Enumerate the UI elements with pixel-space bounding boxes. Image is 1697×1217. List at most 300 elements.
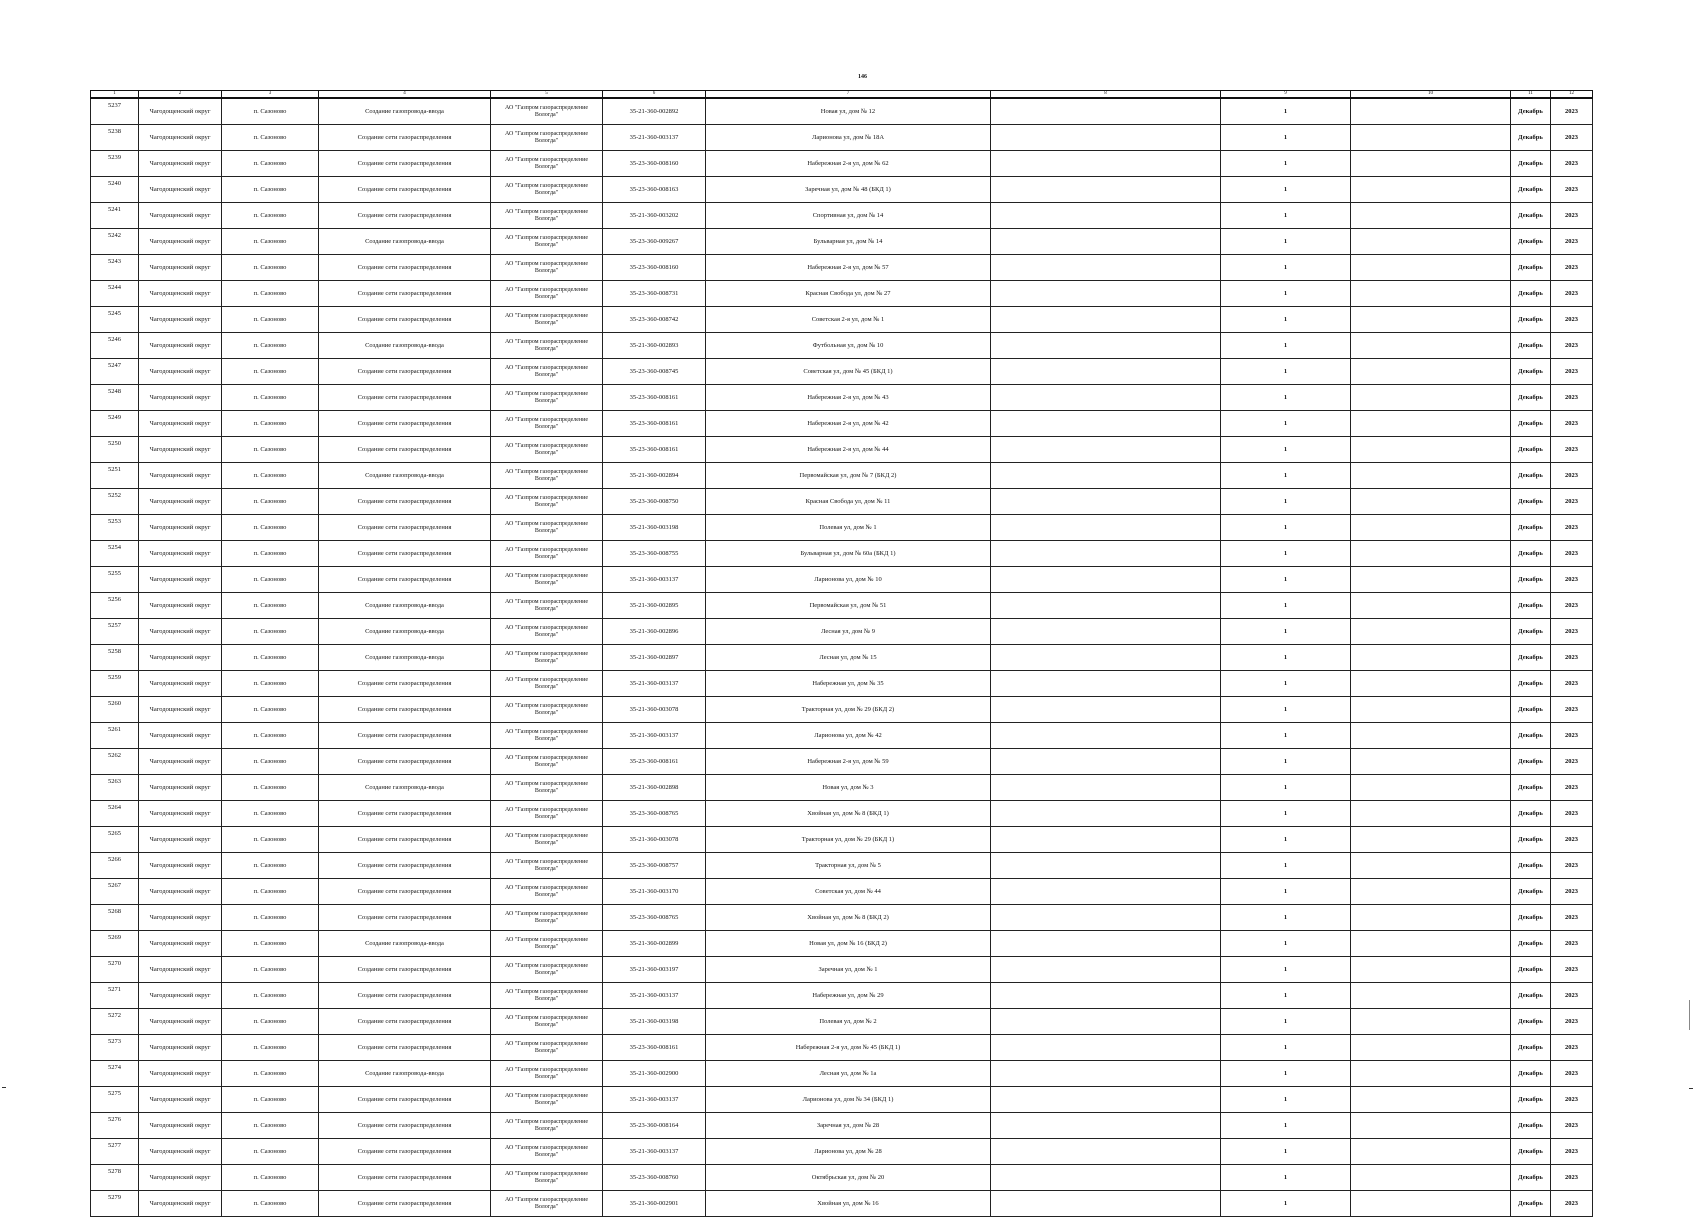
column-header-col-month: 11 [1511,91,1551,99]
locality: п. Сазоново [222,1165,319,1191]
work-type: Создание газопровода-ввода [319,1061,491,1087]
address: Набережная 2-я ул, дом № 43 [706,385,991,411]
empty-cell [1351,515,1511,541]
work-type: Создание сети газораспределения [319,125,491,151]
cadastral-number: 35-21-360-003202 [603,203,706,229]
month: Декабрь [1511,905,1551,931]
year: 2023 [1551,515,1593,541]
month: Декабрь [1511,255,1551,281]
work-type: Создание сети газораспределения [319,749,491,775]
cadastral-number: 35-23-360-008161 [603,411,706,437]
empty-cell [991,723,1221,749]
row-number: 5244 [91,281,139,307]
work-type: Создание газопровода-ввода [319,333,491,359]
year: 2023 [1551,957,1593,983]
row-number: 5260 [91,697,139,723]
year: 2023 [1551,203,1593,229]
district: Чагодощенский округ [139,203,222,229]
empty-cell [1351,281,1511,307]
locality: п. Сазоново [222,749,319,775]
table-row [91,463,1593,489]
empty-cell [1351,98,1511,125]
month: Декабрь [1511,1139,1551,1165]
year: 2023 [1551,1087,1593,1113]
quantity: 1 [1221,1087,1351,1113]
locality: п. Сазоново [222,489,319,515]
empty-cell [991,281,1221,307]
work-type: Создание сети газораспределения [319,281,491,307]
locality: п. Сазоново [222,333,319,359]
row-number: 5247 [91,359,139,385]
month: Декабрь [1511,723,1551,749]
locality: п. Сазоново [222,307,319,333]
work-type: Создание сети газораспределения [319,1009,491,1035]
quantity: 1 [1221,749,1351,775]
address: Новая ул, дом № 16 (БКД 2) [706,931,991,957]
month: Декабрь [1511,957,1551,983]
quantity: 1 [1221,1139,1351,1165]
year: 2023 [1551,437,1593,463]
table-row [91,671,1593,697]
empty-cell [1351,359,1511,385]
organization: АО "Газпром газораспределение Вологда" [491,203,603,229]
row-number: 5238 [91,125,139,151]
year: 2023 [1551,411,1593,437]
empty-cell [1351,1113,1511,1139]
work-type: Создание сети газораспределения [319,879,491,905]
district: Чагодощенский округ [139,1035,222,1061]
empty-cell [1351,905,1511,931]
address: Набережная 2-я ул, дом № 57 [706,255,991,281]
quantity: 1 [1221,203,1351,229]
organization: АО "Газпром газораспределение Вологда" [491,775,603,801]
empty-cell [991,957,1221,983]
month: Декабрь [1511,541,1551,567]
work-type: Создание сети газораспределения [319,1087,491,1113]
month: Декабрь [1511,359,1551,385]
quantity: 1 [1221,359,1351,385]
year: 2023 [1551,541,1593,567]
month: Декабрь [1511,1191,1551,1217]
row-number: 5274 [91,1061,139,1087]
empty-cell [991,1191,1221,1217]
empty-cell [1351,463,1511,489]
table-row [91,1009,1593,1035]
address: Ларионова ул, дом № 42 [706,723,991,749]
row-number: 5243 [91,255,139,281]
quantity: 1 [1221,1165,1351,1191]
cadastral-number: 35-23-360-009267 [603,229,706,255]
month: Декабрь [1511,567,1551,593]
month: Декабрь [1511,1087,1551,1113]
year: 2023 [1551,98,1593,125]
organization: АО "Газпром газораспределение Вологда" [491,333,603,359]
year: 2023 [1551,749,1593,775]
cadastral-number: 35-21-360-002898 [603,775,706,801]
column-header-col-10: 10 [1351,91,1511,99]
cadastral-number: 35-23-360-008161 [603,385,706,411]
quantity: 1 [1221,541,1351,567]
district: Чагодощенский округ [139,801,222,827]
empty-cell [991,1035,1221,1061]
month: Декабрь [1511,619,1551,645]
empty-cell [1351,541,1511,567]
year: 2023 [1551,1191,1593,1217]
work-type: Создание сети газораспределения [319,1035,491,1061]
cadastral-number: 35-21-360-002899 [603,931,706,957]
district: Чагодощенский округ [139,1009,222,1035]
locality: п. Сазоново [222,1191,319,1217]
empty-cell [1351,957,1511,983]
year: 2023 [1551,827,1593,853]
empty-cell [1351,151,1511,177]
cadastral-number: 35-23-360-008161 [603,1035,706,1061]
table-row [91,1165,1593,1191]
row-number: 5277 [91,1139,139,1165]
column-header-col-quantity: 9 [1221,91,1351,99]
row-number: 5242 [91,229,139,255]
locality: п. Сазоново [222,515,319,541]
work-type: Создание сети газораспределения [319,255,491,281]
address: Тракторная ул, дом № 29 (БКД 1) [706,827,991,853]
organization: АО "Газпром газораспределение Вологда" [491,229,603,255]
quantity: 1 [1221,905,1351,931]
organization: АО "Газпром газораспределение Вологда" [491,905,603,931]
empty-cell [1351,619,1511,645]
cadastral-number: 35-23-360-008765 [603,801,706,827]
district: Чагодощенский округ [139,177,222,203]
address: Лесная ул, дом № 1а [706,1061,991,1087]
empty-cell [1351,749,1511,775]
empty-cell [1351,775,1511,801]
cadastral-number: 35-21-360-002897 [603,645,706,671]
organization: АО "Газпром газораспределение Вологда" [491,983,603,1009]
locality: п. Сазоново [222,697,319,723]
month: Декабрь [1511,671,1551,697]
empty-cell [991,931,1221,957]
district: Чагодощенский округ [139,905,222,931]
address: Набережная 2-я ул, дом № 44 [706,437,991,463]
year: 2023 [1551,463,1593,489]
address: Заречная ул, дом № 1 [706,957,991,983]
row-number: 5273 [91,1035,139,1061]
row-number: 5258 [91,645,139,671]
quantity: 1 [1221,983,1351,1009]
month: Декабрь [1511,489,1551,515]
month: Декабрь [1511,281,1551,307]
cadastral-number: 35-21-360-002901 [603,1191,706,1217]
work-type: Создание сети газораспределения [319,827,491,853]
organization: АО "Газпром газораспределение Вологда" [491,619,603,645]
row-number: 5266 [91,853,139,879]
locality: п. Сазоново [222,125,319,151]
address: Набережная 2-я ул, дом № 42 [706,411,991,437]
table-row [91,775,1593,801]
year: 2023 [1551,1009,1593,1035]
address: Набережная 2-я ул, дом № 45 (БКД 1) [706,1035,991,1061]
table-row [91,281,1593,307]
address: Заречная ул, дом № 28 [706,1113,991,1139]
month: Декабрь [1511,1061,1551,1087]
quantity: 1 [1221,931,1351,957]
quantity: 1 [1221,281,1351,307]
empty-cell [1351,1035,1511,1061]
district: Чагодощенский округ [139,411,222,437]
empty-cell [1351,1087,1511,1113]
empty-cell [991,203,1221,229]
locality: п. Сазоново [222,775,319,801]
empty-cell [991,333,1221,359]
address: Советская ул, дом № 44 [706,879,991,905]
table-row [91,437,1593,463]
address: Лесная ул, дом № 15 [706,645,991,671]
year: 2023 [1551,983,1593,1009]
cadastral-number: 35-23-360-008750 [603,489,706,515]
empty-cell [1351,177,1511,203]
organization: АО "Газпром газораспределение Вологда" [491,541,603,567]
year: 2023 [1551,229,1593,255]
work-type: Создание сети газораспределения [319,151,491,177]
organization: АО "Газпром газораспределение Вологда" [491,593,603,619]
district: Чагодощенский округ [139,1113,222,1139]
quantity: 1 [1221,671,1351,697]
empty-cell [1351,1009,1511,1035]
month: Декабрь [1511,177,1551,203]
cadastral-number: 35-21-360-003197 [603,957,706,983]
district: Чагодощенский округ [139,957,222,983]
address: Красная Свобода ул, дом № 27 [706,281,991,307]
address: Набережная 2-я ул, дом № 62 [706,151,991,177]
row-number: 5279 [91,1191,139,1217]
address: Красная Свобода ул, дом № 11 [706,489,991,515]
header-row [91,91,1593,99]
table-row [91,931,1593,957]
year: 2023 [1551,619,1593,645]
empty-cell [991,359,1221,385]
empty-cell [1351,1165,1511,1191]
table-row [91,125,1593,151]
district: Чагодощенский округ [139,437,222,463]
empty-cell [1351,827,1511,853]
year: 2023 [1551,567,1593,593]
row-number: 5237 [91,98,139,125]
locality: п. Сазоново [222,98,319,125]
table-body [91,98,1593,1217]
organization: АО "Газпром газораспределение Вологда" [491,697,603,723]
district: Чагодощенский округ [139,723,222,749]
row-number: 5264 [91,801,139,827]
month: Декабрь [1511,1113,1551,1139]
column-header-col-8: 8 [991,91,1221,99]
work-type: Создание сети газораспределения [319,1139,491,1165]
cadastral-number: 35-21-360-003137 [603,1139,706,1165]
cadastral-number: 35-21-360-003078 [603,827,706,853]
month: Декабрь [1511,125,1551,151]
district: Чагодощенский округ [139,619,222,645]
row-number: 5256 [91,593,139,619]
year: 2023 [1551,281,1593,307]
year: 2023 [1551,359,1593,385]
page-number: 146 [858,74,867,80]
cadastral-number: 35-23-360-008755 [603,541,706,567]
empty-cell [1351,125,1511,151]
month: Декабрь [1511,827,1551,853]
district: Чагодощенский округ [139,775,222,801]
empty-cell [1351,567,1511,593]
empty-cell [991,255,1221,281]
table-row [91,151,1593,177]
row-number: 5253 [91,515,139,541]
address: Новая ул, дом № 12 [706,98,991,125]
district: Чагодощенский округ [139,515,222,541]
cadastral-number: 35-23-360-008160 [603,151,706,177]
address: Спортивная ул, дом № 14 [706,203,991,229]
quantity: 1 [1221,385,1351,411]
year: 2023 [1551,931,1593,957]
year: 2023 [1551,593,1593,619]
work-type: Создание газопровода-ввода [319,775,491,801]
empty-cell [1351,489,1511,515]
table-row [91,333,1593,359]
table-row [91,1191,1593,1217]
locality: п. Сазоново [222,567,319,593]
month: Декабрь [1511,645,1551,671]
empty-cell [1351,385,1511,411]
locality: п. Сазоново [222,1061,319,1087]
address: Тракторная ул, дом № 5 [706,853,991,879]
empty-cell [991,1087,1221,1113]
district: Чагодощенский округ [139,385,222,411]
month: Декабрь [1511,411,1551,437]
table-row [91,255,1593,281]
organization: АО "Газпром газораспределение Вологда" [491,723,603,749]
quantity: 1 [1221,723,1351,749]
table-row [91,645,1593,671]
quantity: 1 [1221,1061,1351,1087]
year: 2023 [1551,671,1593,697]
organization: АО "Газпром газораспределение Вологда" [491,151,603,177]
locality: п. Сазоново [222,1113,319,1139]
district: Чагодощенский округ [139,489,222,515]
work-type: Создание сети газораспределения [319,359,491,385]
cadastral-number: 35-21-360-003137 [603,125,706,151]
address: Ларионова ул, дом № 18А [706,125,991,151]
quantity: 1 [1221,957,1351,983]
quantity: 1 [1221,619,1351,645]
scan-artifact [1689,1088,1693,1089]
district: Чагодощенский округ [139,125,222,151]
row-number: 5276 [91,1113,139,1139]
quantity: 1 [1221,827,1351,853]
quantity: 1 [1221,515,1351,541]
work-type: Создание газопровода-ввода [319,645,491,671]
empty-cell [1351,879,1511,905]
column-header-col-index: 1 [91,91,139,99]
month: Декабрь [1511,385,1551,411]
year: 2023 [1551,1165,1593,1191]
organization: АО "Газпром газораспределение Вологда" [491,957,603,983]
organization: АО "Газпром газораспределение Вологда" [491,98,603,125]
empty-cell [991,1009,1221,1035]
quantity: 1 [1221,1035,1351,1061]
month: Декабрь [1511,463,1551,489]
row-number: 5269 [91,931,139,957]
year: 2023 [1551,697,1593,723]
column-header-col-year: 12 [1551,91,1593,99]
month: Декабрь [1511,333,1551,359]
empty-cell [1351,203,1511,229]
month: Декабрь [1511,98,1551,125]
empty-cell [991,645,1221,671]
locality: п. Сазоново [222,723,319,749]
year: 2023 [1551,1113,1593,1139]
organization: АО "Газпром газораспределение Вологда" [491,515,603,541]
district: Чагодощенский округ [139,1061,222,1087]
month: Декабрь [1511,775,1551,801]
quantity: 1 [1221,125,1351,151]
empty-cell [1351,333,1511,359]
month: Декабрь [1511,853,1551,879]
district: Чагодощенский округ [139,983,222,1009]
locality: п. Сазоново [222,905,319,931]
year: 2023 [1551,1061,1593,1087]
district: Чагодощенский округ [139,567,222,593]
table-row [91,567,1593,593]
organization: АО "Газпром газораспределение Вологда" [491,749,603,775]
work-type: Создание сети газораспределения [319,489,491,515]
work-type: Создание сети газораспределения [319,1191,491,1217]
locality: п. Сазоново [222,1009,319,1035]
empty-cell [991,827,1221,853]
empty-cell [991,775,1221,801]
month: Декабрь [1511,879,1551,905]
quantity: 1 [1221,1113,1351,1139]
year: 2023 [1551,333,1593,359]
work-type: Создание сети газораспределения [319,567,491,593]
empty-cell [1351,723,1511,749]
work-type: Создание сети газораспределения [319,541,491,567]
district: Чагодощенский округ [139,827,222,853]
empty-cell [991,1139,1221,1165]
row-number: 5249 [91,411,139,437]
address: Ларионова ул, дом № 10 [706,567,991,593]
table-row [91,827,1593,853]
month: Декабрь [1511,697,1551,723]
table-row [91,905,1593,931]
row-number: 5275 [91,1087,139,1113]
row-number: 5248 [91,385,139,411]
month: Декабрь [1511,801,1551,827]
row-number: 5263 [91,775,139,801]
address: Набережная 2-я ул, дом № 59 [706,749,991,775]
locality: п. Сазоново [222,827,319,853]
work-type: Создание сети газораспределения [319,671,491,697]
organization: АО "Газпром газораспределение Вологда" [491,1113,603,1139]
address: Хвойная ул, дом № 8 (БКД 2) [706,905,991,931]
quantity: 1 [1221,333,1351,359]
scan-artifact [2,1087,6,1088]
month: Декабрь [1511,229,1551,255]
district: Чагодощенский округ [139,671,222,697]
empty-cell [991,1061,1221,1087]
locality: п. Сазоново [222,463,319,489]
work-type: Создание газопровода-ввода [319,98,491,125]
organization: АО "Газпром газораспределение Вологда" [491,385,603,411]
table-row [91,1087,1593,1113]
address: Футбольная ул, дом № 10 [706,333,991,359]
organization: АО "Газпром газораспределение Вологда" [491,1165,603,1191]
organization: АО "Газпром газораспределение Вологда" [491,411,603,437]
